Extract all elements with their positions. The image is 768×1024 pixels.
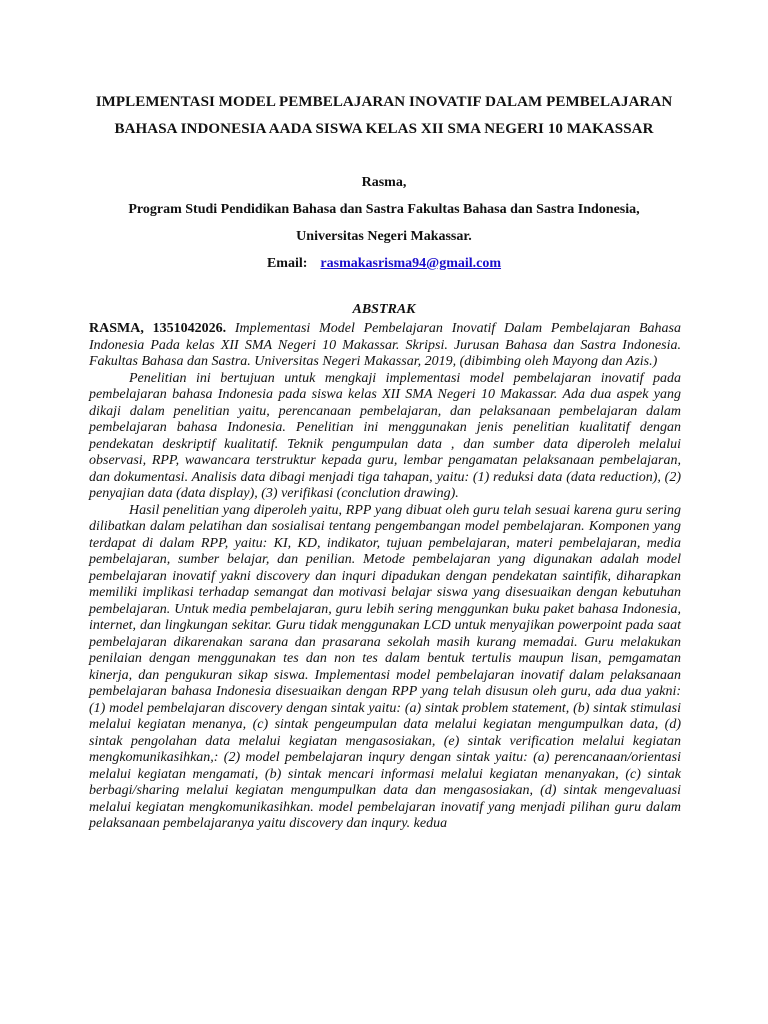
abstract-paragraph-1: Penelitian ini bertujuan untuk mengkaji implementasi model pembelajaran inovatif pada pembelajaran bahasa Indonesia pada siswa kelas XII SMA Negeri 10 Makassar. Ada dua aspek yang dikaji dalam penelitian yaitu, perencanaan pembelajaran, dan pelaksanaan pembelajaran dalam pembelajaran bahasa Indonesia. Penelitian ini menggunakan jenis penelitian kualitatif dengan pendekatan deskriptif kualitatif. Teknik pengumpulan data , dan sumber data diperoleh melalui observasi, RPP, wawancara terstruktur kepada guru, lembar pengamatan pelaksanaan pembelajaran, dan dokumentasi. Analisis data dibagi menjadi tiga tahapan, yaitu: (1) reduksi data (data reduction), (2) penyajian data (data display), (3) verifikasi (conclution drawing). — [89, 370, 681, 501]
abstract-heading: ABSTRAK — [352, 302, 416, 317]
author-name: Rasma, — [361, 175, 407, 190]
paper-title-line-1: IMPLEMENTASI MODEL PEMBELAJARAN INOVATIF DALAM PEMBELAJARAN — [95, 94, 673, 110]
paper-title-line-2: BAHASA INDONESIA AADA SISWA KELAS XII SMA NEGERI 10 MAKASSAR — [114, 121, 654, 137]
abstract-paragraph-2: Hasil penelitian yang diperoleh yaitu, RPP yang dibuat oleh guru telah sesuai karena guru sering dilibatkan dalam pelatihan dan sosialisai tentang pengembangan model pembelajaran. Komponen yang terdapat di dalam RPP, yaitu: KI, KD, indikator, tujuan pembelajaran, materi pembelajaran, media pembelajaran, sumber belajar, dan penilian. Metode pembelajaran yang digunakan adalah model pembelajaran inovatif yakni discovery dan inquri dipadukan dengan pendekatan saintifik, diharapkan memiliki implikasi terhadap semangat dan motivasi belajar siswa yang disesuaikan dengan kebutuhan pembelajaran. Untuk media pembelajaran, guru lebih sering menggunkan buku paket bahasa Indonesia, internet, dan lingkungan sekitar. Guru tidak menggunakan LCD untuk menyajikan powerpoint pada saat pembelajaran dikarenakan sarana dan prasarana sekolah masih kurang memadai. Guru melakukan penilaian dengan menggunakan tes dan non tes dalam bentuk tertulis maupun lisan, pemgamatan kinerja, dan pengukuran sikap siswa. Implementasi model pembelajaran inovatif dalam pelaksanaan pembelajaran bahasa Indonesia disesuaikan dengan RPP yang telah disusun oleh guru, ada dua yakni: (1) model pembelajaran discovery dengan sintak yaitu: (a) sintak problem statement, (b) sintak stimulasi melalui kegiatan menanya, (c) sintak pengeumpulan data melalui kegiatan mengumpulkan data, (d) sintak pengolahan data melalui kegiatan mengasosiakan, (e) sintak verification melalui kegiatan mengkomunikasihkan,: (2) model pembelajaran inqury dengan sintak yaitu: (a) perencanaan/orientasi melalui kegiatan mengamati, (b) sintak mencari informasi melalui kegiatan menanyakan, (c) sintak berbagi/sharing melalui kegiatan mengumpulkan data dan mengasosiakan, (d) sintak mengevaluasi melalui kegiatan mengkomunikasihkan. model pembelajaran inovatif yang menjadi pilihan guru dalam pelaksanaan pembelajaranya yaitu discovery dan inqury. kedua — [89, 502, 681, 831]
citation-paragraph — [89, 321, 681, 371]
email-label: Email: — [266, 256, 308, 271]
affiliation-line-2: Universitas Negeri Makassar. — [296, 229, 472, 244]
citation-text: Implementasi Model Pembelajaran Inovatif Dalam Pembelajaran Bahasa Indonesia Pada kelas XII SMA Negeri 10 Makassar. Skripsi. Jurusan Bahasa dan Sastra Indonesia. Fakultas Bahasa dan Sastra. Universitas Negeri Makassar, 2019, (dibimbing oleh Mayong dan Azis.) — [89, 321, 681, 369]
abstract-body — [89, 321, 681, 833]
affiliation-line-1: Program Studi Pendidikan Bahasa dan Sastra Fakultas Bahasa dan Sastra Indonesia, — [128, 202, 640, 217]
citation-author: RASMA, 1351042026. — [89, 321, 227, 336]
email-line — [0, 256, 768, 272]
email-link[interactable]: rasmakasrisma94@gmail.com — [320, 256, 502, 271]
